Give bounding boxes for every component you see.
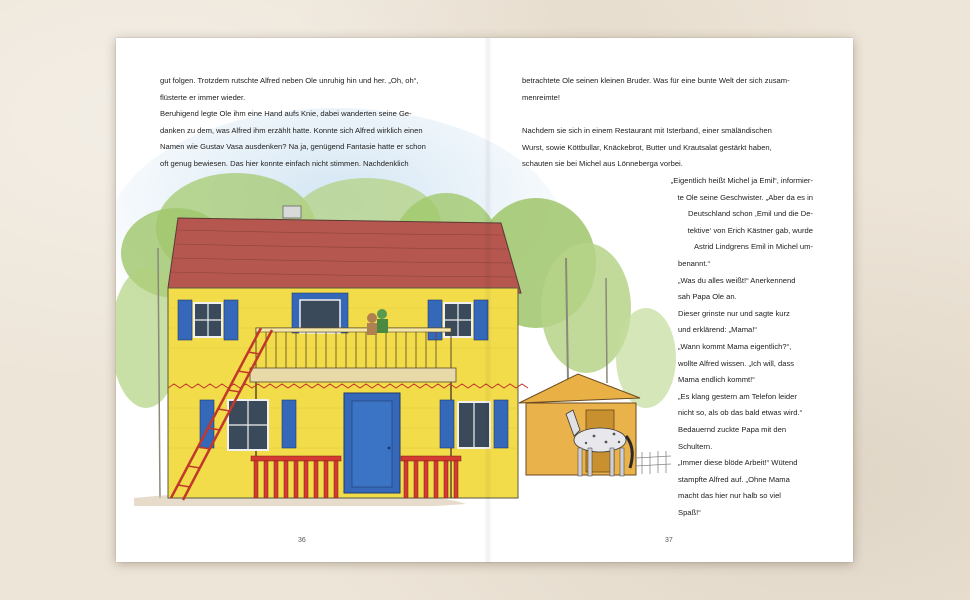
text-line: schauten sie bei Michel aus Lönneberga vorbei. <box>522 159 683 169</box>
text-line: Dieser grinste nur und sagte kurz <box>678 308 790 318</box>
book-spread <box>116 38 853 562</box>
text-line: Beruhigend legte Ole ihm eine Hand aufs Knie, dabei wanderten seine Ge- <box>160 109 412 119</box>
chimney <box>283 206 301 218</box>
right-page-paragraph <box>522 123 812 173</box>
text-line: Astrid Lindgrens Emil in Michel um- <box>693 242 813 252</box>
text-line: Nachdem sie sich in einem Restaurant mit Isterband, einer smäländischen <box>522 126 772 135</box>
roof <box>168 218 521 293</box>
text-line: „Es klang gestern am Telefon leider <box>678 391 797 401</box>
text-line: „Eigentlich heißt Michel ja Emil“, informier- <box>670 176 813 185</box>
white-fence <box>636 451 671 474</box>
upper-window-right <box>428 300 488 340</box>
text-line: Wurst, sowie Köttbullar, Knäckebrot, Butter und Krautsalat gestärkt haben, <box>522 142 772 152</box>
text-line: Deutschland schon ,Emil und die De- <box>688 209 813 219</box>
right-page-column-text <box>646 173 813 256</box>
right-page-column-text-lower <box>678 256 813 522</box>
text-line: oft genug bewiesen. Das hier konnte einfach nicht stimmen. Nachdenklich <box>160 158 409 168</box>
text-line: Namen wie Gustav Vasa ausdenken? Na ja, genügend Fantasie hatte er schon <box>160 142 426 152</box>
right-page-top-text <box>522 73 812 106</box>
text-line: Bedauernd zuckte Papa mit den <box>678 424 787 434</box>
text-line: Spaß!“ <box>678 507 701 517</box>
front-door <box>344 393 400 493</box>
text-line: Mama endlich kommt!“ <box>678 375 755 385</box>
page-number-right: 37 <box>665 537 673 544</box>
text-line: macht das hier nur halb so viel <box>678 491 781 501</box>
text-line: danken zu dem, was Alfred ihm erzählt hatte. Konnte sich Alfred wirklich einen <box>160 125 423 135</box>
text-line: stampfte Alfred auf. „Ohne Mama <box>678 474 790 484</box>
text-line: menreimte! <box>522 92 560 102</box>
text-line: tektive‘ von Erich Kästner gab, wurde <box>687 225 813 235</box>
left-page-text <box>160 73 461 173</box>
text-line: „Was du alles weißt!“ Anerkennend <box>678 275 796 285</box>
text-line: nicht so, als ob das bald etwas wird.“ <box>678 408 803 418</box>
book-gutter <box>484 38 492 562</box>
upper-window-left <box>178 300 238 340</box>
text-line: und erklärend: „Mama!“ <box>678 325 757 335</box>
text-line: betrachtete Ole seinen kleinen Bruder. Was für eine bunte Welt der sich zusam- <box>522 76 790 85</box>
text-line: Schultern. <box>678 441 713 451</box>
text-line: sah Papa Ole an. <box>678 292 737 302</box>
text-line: „Immer diese blöde Arbeit!“ Wütend <box>678 458 798 468</box>
text-line: te Ole seine Geschwister. „Aber da es in <box>677 192 813 202</box>
text-line: gut folgen. Trotzdem rutschte Alfred neben Ole unruhig hin und her. „Oh, oh“, <box>160 76 419 85</box>
lower-window-right <box>440 400 508 448</box>
upper-door-balcony <box>292 293 348 333</box>
page-number-left: 36 <box>298 537 306 544</box>
text-line: flüsterte er immer wieder. <box>160 92 246 102</box>
text-line: „Wann kommt Mama eigentlich?“, <box>678 341 792 351</box>
text-line: wollte Alfred wissen. „Ich will, dass <box>678 358 795 368</box>
text-line: benannt.“ <box>678 259 711 268</box>
